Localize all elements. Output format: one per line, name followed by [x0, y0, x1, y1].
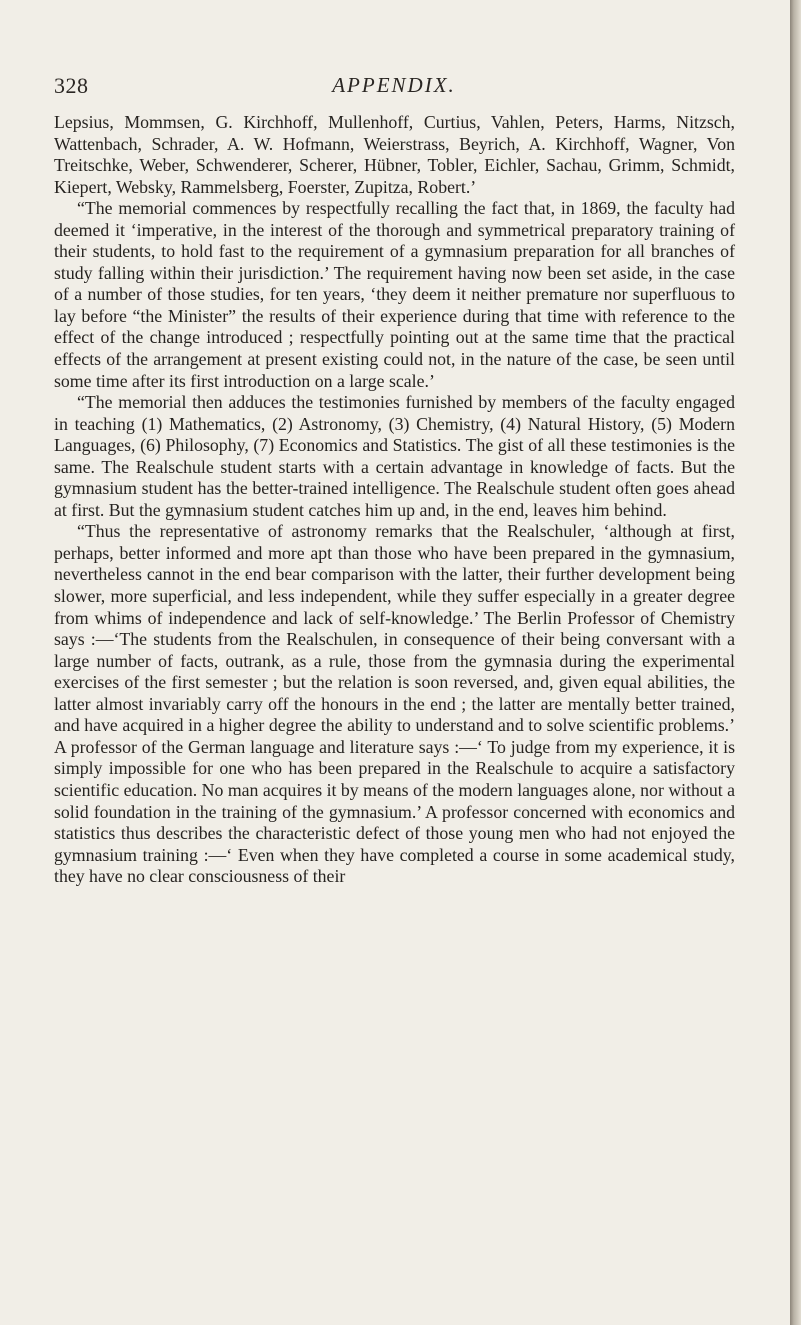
page-number: 328	[54, 73, 89, 98]
page-edge-shadow	[790, 0, 801, 1325]
paragraph-memorial-commences: “The memorial commences by respectfully recalling the fact that, in 1869, the faculty had deemed it ‘imperative, in the interest of the thorough and symmetrical preparatory training of their students, to hold fast to the requirement of a gymnasium preparation for all branches of study falling within their jurisdiction.’ The requirement having now been set aside, in the case of a number of those studies, for ten years, ‘they deem it neither premature nor superfluous to lay before “the Minister” the results of their experience during that time with reference to the effect of the change introduced ; respectfully pointing out at the same time that the practical effects of the arrangement at present existing could not, in the nature of the case, be seen until some time after its first introduction on a large scale.’	[54, 198, 735, 391]
paragraph-names-list: Lepsius, Mommsen, G. Kirchhoff, Mullenhoff, Curtius, Vahlen, Peters, Harms, Nitzsch, Wattenbach, Schrader, A. W. Hofmann, Weierstrass, Beyrich, A. Kirchhoff, Wagner, Von Treitschke, Weber, Schwenderer, Scherer, Hübner, Tobler, Eichler, Sachau, Grimm, Schmidt, Kiepert, Websky, Rammelsberg, Foerster, Zupitza, Robert.’	[54, 112, 735, 197]
page-header	[54, 73, 734, 103]
paragraph-memorial-testimonies: “The memorial then adduces the testimonies furnished by members of the faculty engaged in teaching (1) Mathematics, (2) Astronomy, (3) Chemistry, (4) Natural History, (5) Modern Languages, (6) Philosophy, (7) Economics and Statistics. The gist of all these testimonies is the same. The Realschule student starts with a certain advantage in knowledge of facts. But the gymnasium student has the better-trained intelligence. The Realschule student often goes ahead at first. But the gymnasium student catches him up and, in the end, leaves him behind.	[54, 392, 735, 520]
body-text	[54, 112, 735, 888]
paragraph-astronomy-chemistry: “Thus the representative of astronomy remarks that the Realschuler, ‘although at first, perhaps, better informed and more apt than those who have been prepared in the gymnasium, nevertheless cannot in the end bear comparison with the latter, their further development being slower, more superficial, and less independent, while they suffer especially in a greater degree from whims of independence and lack of self-knowledge.’ The Berlin Professor of Chemistry says :—‘The students from the Realschulen, in consequence of their being conversant with a large number of facts, outrank, as a rule, those from the gymnasia during the experimental exercises of the first semester ; but the relation is soon reversed, and, given equal abilities, the latter almost invariably carry off the honours in the end ; the latter are mentally better trained, and have acquired in a higher degree the ability to understand and to solve scientific problems.’ A professor of the German language and literature says :—‘ To judge from my experience, it is simply impossible for one who has been prepared in the Realschule to acquire a satisfactory scientific education. No man acquires it by means of the modern languages alone, nor without a solid foundation in the training of the gymnasium.’ A professor concerned with economics and statistics thus describes the characteristic defect of those young men who had not enjoyed the gymnasium training :—‘ Even when they have completed a course in some academical study, they have no clear consciousness of their	[54, 521, 735, 887]
running-head: APPENDIX.	[332, 73, 456, 97]
